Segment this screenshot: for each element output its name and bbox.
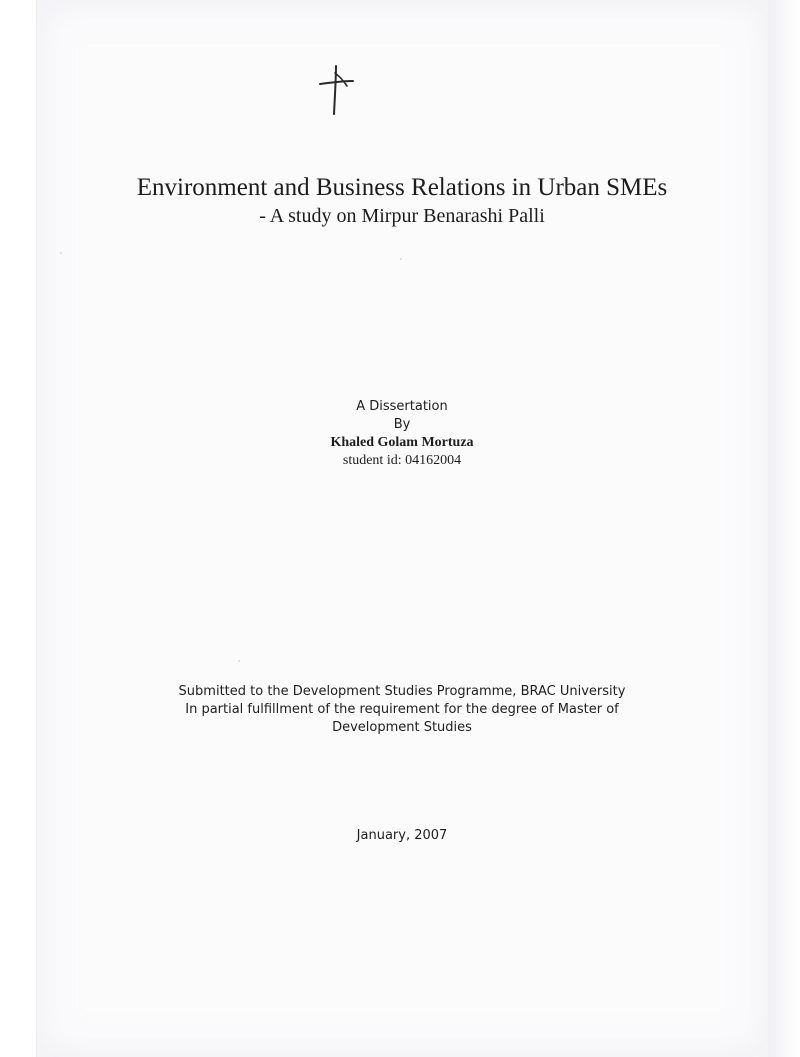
scan-speck	[400, 258, 402, 260]
document-subtitle: - A study on Mirpur Benarashi Palli	[259, 205, 545, 227]
submission-line-2: In partial fulfillment of the requirement for the degree of Master of	[185, 702, 619, 717]
dissertation-label: A Dissertation	[356, 399, 448, 414]
by-label: By	[393, 417, 411, 432]
submission-line-3: Development Studies	[332, 720, 472, 735]
submission-line-1: Submitted to the Development Studies Programme, BRAC University	[178, 684, 626, 699]
page-edge-shadow	[768, 0, 800, 1057]
submission-date: January, 2007	[356, 828, 448, 843]
scan-speck	[60, 252, 62, 254]
document-page	[36, 0, 770, 1057]
document-title: Environment and Business Relations in Urban SMEs	[136, 174, 668, 201]
student-id: student id: 04162004	[342, 453, 462, 468]
author-name: Khaled Golam Mortuza	[330, 435, 474, 450]
cross-mark-icon	[317, 64, 359, 118]
scan-speck	[238, 660, 240, 662]
